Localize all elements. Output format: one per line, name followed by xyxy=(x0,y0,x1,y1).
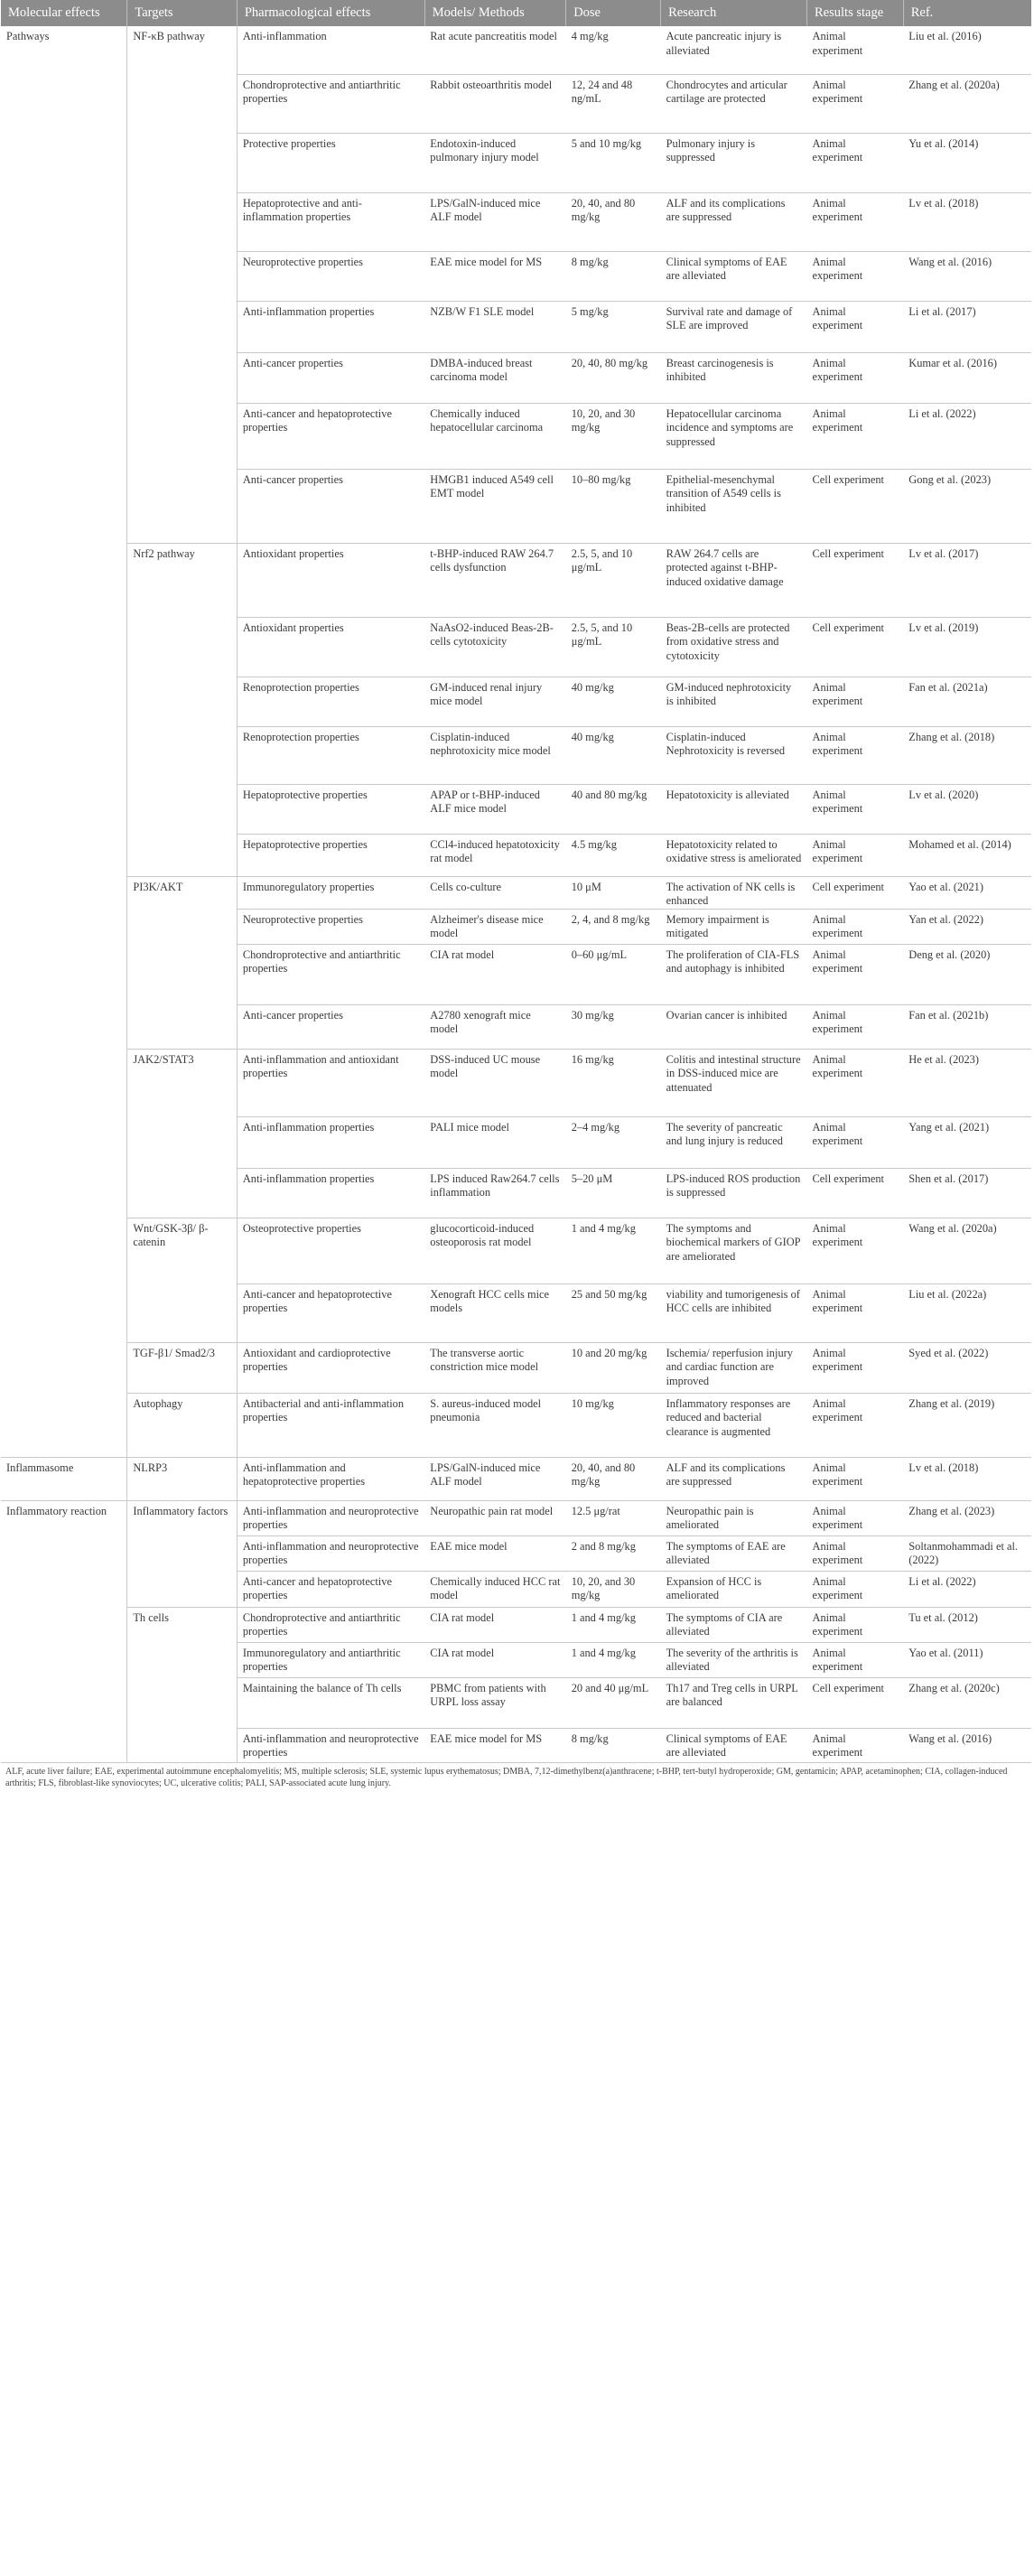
model-cell: EAE mice model xyxy=(424,1535,565,1571)
results-stage-cell: Cell experiment xyxy=(807,1677,904,1728)
reference-cell: Li et al. (2022) xyxy=(903,1571,1031,1607)
pharmacology-table xyxy=(1,0,1031,1763)
reference-cell: Liu et al. (2016) xyxy=(903,26,1031,74)
research-cell: Chondrocytes and articular cartilage are protected xyxy=(661,74,807,133)
research-cell: GM-induced nephrotoxicity is inhibited xyxy=(661,677,807,726)
target-cell: NLRP3 xyxy=(127,1457,237,1500)
results-stage-cell: Animal experiment xyxy=(807,1571,904,1607)
table-footnote: ALF, acute liver failure; EAE, experimental autoimmune encephalomyelitis; MS, multiple sclerosis; SLE, systemic lupus erythematosus; DMBA, 7,12-dimethylbenz(a)anthracene; t-BHP, tert-butyl hydroperoxide; GM, gentamicin; APAP, acetaminophen; CIA, collagen-induced arthritis; FLS, fibroblast-like synoviocytes; UC, ulcerative colitis; PALI, SAP-associated acute lung injury. xyxy=(5,1766,1008,1788)
results-stage-cell: Animal experiment xyxy=(807,909,904,944)
pharmacological-effect-cell: Neuroprotective properties xyxy=(237,909,424,944)
results-stage-cell: Animal experiment xyxy=(807,1218,904,1283)
results-stage-cell: Animal experiment xyxy=(807,352,904,403)
reference-cell: Fan et al. (2021a) xyxy=(903,677,1031,726)
dose-cell: 2, 4, and 8 mg/kg xyxy=(566,909,661,944)
results-stage-cell: Animal experiment xyxy=(807,74,904,133)
table-row xyxy=(1,1500,1031,1535)
model-cell: NaAsO2-induced Beas-2B-cells cytotoxicity xyxy=(424,617,565,677)
results-stage-cell: Animal experiment xyxy=(807,1004,904,1049)
results-stage-cell: Animal experiment xyxy=(807,1535,904,1571)
results-stage-cell: Cell experiment xyxy=(807,469,904,543)
dose-cell: 20, 40, 80 mg/kg xyxy=(566,352,661,403)
model-cell: DMBA-induced breast carcinoma model xyxy=(424,352,565,403)
reference-cell: Li et al. (2022) xyxy=(903,403,1031,469)
model-cell: LPS/GalN-induced mice ALF model xyxy=(424,1457,565,1500)
dose-cell: 2.5, 5, and 10 μg/mL xyxy=(566,543,661,617)
reference-cell: Deng et al. (2020) xyxy=(903,944,1031,1004)
model-cell: Rat acute pancreatitis model xyxy=(424,26,565,74)
dose-cell: 2.5, 5, and 10 μg/mL xyxy=(566,617,661,677)
model-cell: CIA rat model xyxy=(424,1642,565,1677)
pharmacological-effect-cell: Renoprotection properties xyxy=(237,677,424,726)
pharmacological-effect-cell: Anti-inflammation and hepatoprotective properties xyxy=(237,1457,424,1500)
model-cell: LPS induced Raw264.7 cells inflammation xyxy=(424,1168,565,1218)
pharmacological-effect-cell: Anti-inflammation xyxy=(237,26,424,74)
results-stage-cell: Animal experiment xyxy=(807,403,904,469)
pharmacological-effect-cell: Anti-cancer and hepatoprotective properties xyxy=(237,1283,424,1342)
model-cell: Rabbit osteoarthritis model xyxy=(424,74,565,133)
dose-cell: 5–20 μM xyxy=(566,1168,661,1218)
reference-cell: Gong et al. (2023) xyxy=(903,469,1031,543)
research-cell: The activation of NK cells is enhanced xyxy=(661,876,807,909)
research-cell: Th17 and Treg cells in URPL are balanced xyxy=(661,1677,807,1728)
reference-cell: Shen et al. (2017) xyxy=(903,1168,1031,1218)
model-cell: Chemically induced HCC rat model xyxy=(424,1571,565,1607)
model-cell: LPS/GalN-induced mice ALF model xyxy=(424,192,565,251)
reference-cell: Syed et al. (2022) xyxy=(903,1342,1031,1393)
research-cell: Cisplatin-induced Nephrotoxicity is reversed xyxy=(661,726,807,784)
table-row xyxy=(1,1393,1031,1457)
dose-cell: 1 and 4 mg/kg xyxy=(566,1642,661,1677)
dose-cell: 10 μM xyxy=(566,876,661,909)
pharmacological-effect-cell: Anti-inflammation properties xyxy=(237,301,424,352)
reference-cell: Yao et al. (2011) xyxy=(903,1642,1031,1677)
pharmacological-effect-cell: Anti-inflammation and neuroprotective properties xyxy=(237,1500,424,1535)
results-stage-cell: Animal experiment xyxy=(807,1457,904,1500)
model-cell: NZB/W F1 SLE model xyxy=(424,301,565,352)
dose-cell: 20, 40, and 80 mg/kg xyxy=(566,192,661,251)
header-research: Research xyxy=(661,0,807,26)
model-cell: Xenograft HCC cells mice models xyxy=(424,1283,565,1342)
model-cell: CIA rat model xyxy=(424,1607,565,1642)
reference-cell: Yao et al. (2021) xyxy=(903,876,1031,909)
model-cell: PBMC from patients with URPL loss assay xyxy=(424,1677,565,1728)
reference-cell: Wang et al. (2020a) xyxy=(903,1218,1031,1283)
model-cell: Endotoxin-induced pulmonary injury model xyxy=(424,133,565,192)
pharmacological-effect-cell: Hepatoprotective properties xyxy=(237,834,424,876)
research-cell: Beas-2B-cells are protected from oxidative stress and cytotoxicity xyxy=(661,617,807,677)
research-cell: Epithelial-mesenchymal transition of A549 cells is inhibited xyxy=(661,469,807,543)
results-stage-cell: Animal experiment xyxy=(807,1283,904,1342)
dose-cell: 8 mg/kg xyxy=(566,1728,661,1762)
reference-cell: Lv et al. (2019) xyxy=(903,617,1031,677)
pharmacological-effect-cell: Chondroprotective and antiarthritic properties xyxy=(237,944,424,1004)
model-cell: EAE mice model for MS xyxy=(424,251,565,301)
model-cell: t-BHP-induced RAW 264.7 cells dysfunction xyxy=(424,543,565,617)
research-cell: The proliferation of CIA-FLS and autophagy is inhibited xyxy=(661,944,807,1004)
reference-cell: Tu et al. (2012) xyxy=(903,1607,1031,1642)
reference-cell: Yan et al. (2022) xyxy=(903,909,1031,944)
research-cell: Pulmonary injury is suppressed xyxy=(661,133,807,192)
research-cell: Neuropathic pain is ameliorated xyxy=(661,1500,807,1535)
molecular-effect-cell: Inflammasome xyxy=(1,1457,127,1500)
table-row xyxy=(1,876,1031,909)
header-dose: Dose xyxy=(566,0,661,26)
pharmacological-effect-cell: Anti-inflammation and neuroprotective properties xyxy=(237,1728,424,1762)
results-stage-cell: Animal experiment xyxy=(807,1342,904,1393)
pharmacological-effect-cell: Anti-inflammation and antioxidant properties xyxy=(237,1049,424,1116)
model-cell: Alzheimer's disease mice model xyxy=(424,909,565,944)
dose-cell: 1 and 4 mg/kg xyxy=(566,1218,661,1283)
header-molecular-effects: Molecular effects xyxy=(1,0,127,26)
target-cell: JAK2/STAT3 xyxy=(127,1049,237,1218)
model-cell: GM-induced renal injury mice model xyxy=(424,677,565,726)
dose-cell: 2–4 mg/kg xyxy=(566,1116,661,1168)
pharmacological-effect-cell: Immunoregulatory and antiarthritic properties xyxy=(237,1642,424,1677)
pharmacological-effect-cell: Anti-cancer properties xyxy=(237,352,424,403)
dose-cell: 12, 24 and 48 ng/mL xyxy=(566,74,661,133)
model-cell: HMGB1 induced A549 cell EMT model xyxy=(424,469,565,543)
dose-cell: 40 mg/kg xyxy=(566,726,661,784)
research-cell: Inflammatory responses are reduced and bacterial clearance is augmented xyxy=(661,1393,807,1457)
model-cell: APAP or t-BHP-induced ALF mice model xyxy=(424,784,565,834)
table-header xyxy=(1,0,1031,26)
reference-cell: Soltanmohammadi et al. (2022) xyxy=(903,1535,1031,1571)
results-stage-cell: Animal experiment xyxy=(807,834,904,876)
research-cell: ALF and its complications are suppressed xyxy=(661,192,807,251)
target-cell: Th cells xyxy=(127,1607,237,1762)
pharmacological-effect-cell: Antioxidant properties xyxy=(237,617,424,677)
target-cell: Nrf2 pathway xyxy=(127,543,237,876)
reference-cell: Mohamed et al. (2014) xyxy=(903,834,1031,876)
header-targets: Targets xyxy=(127,0,237,26)
pharmacological-effect-cell: Maintaining the balance of Th cells xyxy=(237,1677,424,1728)
research-cell: Hepatotoxicity related to oxidative stress is ameliorated xyxy=(661,834,807,876)
research-cell: Hepatotoxicity is alleviated xyxy=(661,784,807,834)
research-cell: Ischemia/ reperfusion injury and cardiac function are improved xyxy=(661,1342,807,1393)
model-cell: Chemically induced hepatocellular carcinoma xyxy=(424,403,565,469)
reference-cell: Lv et al. (2020) xyxy=(903,784,1031,834)
table-row xyxy=(1,1457,1031,1500)
research-cell: viability and tumorigenesis of HCC cells are inhibited xyxy=(661,1283,807,1342)
research-cell: Acute pancreatic injury is alleviated xyxy=(661,26,807,74)
pharmacological-effect-cell: Osteoprotective properties xyxy=(237,1218,424,1283)
reference-cell: Fan et al. (2021b) xyxy=(903,1004,1031,1049)
results-stage-cell: Animal experiment xyxy=(807,677,904,726)
target-cell: NF-κB pathway xyxy=(127,26,237,543)
results-stage-cell: Animal experiment xyxy=(807,192,904,251)
pharmacological-effect-cell: Anti-inflammation and neuroprotective properties xyxy=(237,1535,424,1571)
molecular-effect-cell: Pathways xyxy=(1,26,127,1457)
reference-cell: Kumar et al. (2016) xyxy=(903,352,1031,403)
research-cell: Clinical symptoms of EAE are alleviated xyxy=(661,1728,807,1762)
target-cell: PI3K/AKT xyxy=(127,876,237,1049)
reference-cell: Li et al. (2017) xyxy=(903,301,1031,352)
dose-cell: 25 and 50 mg/kg xyxy=(566,1283,661,1342)
pharmacological-effect-cell: Antioxidant properties xyxy=(237,543,424,617)
research-cell: Memory impairment is mitigated xyxy=(661,909,807,944)
reference-cell: Zhang et al. (2018) xyxy=(903,726,1031,784)
model-cell: A2780 xenograft mice model xyxy=(424,1004,565,1049)
results-stage-cell: Animal experiment xyxy=(807,1500,904,1535)
pharmacological-effect-cell: Renoprotection properties xyxy=(237,726,424,784)
research-cell: RAW 264.7 cells are protected against t-BHP-induced oxidative damage xyxy=(661,543,807,617)
pharmacological-effect-cell: Antibacterial and anti-inflammation properties xyxy=(237,1393,424,1457)
molecular-effect-cell: Inflammatory reaction xyxy=(1,1500,127,1762)
model-cell: glucocorticoid-induced osteoporosis rat model xyxy=(424,1218,565,1283)
research-cell: Expansion of HCC is ameliorated xyxy=(661,1571,807,1607)
dose-cell: 2 and 8 mg/kg xyxy=(566,1535,661,1571)
research-cell: LPS-induced ROS production is suppressed xyxy=(661,1168,807,1218)
pharmacological-effect-cell: Hepatoprotective properties xyxy=(237,784,424,834)
results-stage-cell: Animal experiment xyxy=(807,301,904,352)
dose-cell: 10, 20, and 30 mg/kg xyxy=(566,1571,661,1607)
results-stage-cell: Animal experiment xyxy=(807,26,904,74)
results-stage-cell: Cell experiment xyxy=(807,617,904,677)
reference-cell: Yang et al. (2021) xyxy=(903,1116,1031,1168)
pharmacological-effect-cell: Anti-inflammation properties xyxy=(237,1168,424,1218)
reference-cell: Zhang et al. (2019) xyxy=(903,1393,1031,1457)
model-cell: CCl4-induced hepatotoxicity rat model xyxy=(424,834,565,876)
model-cell: CIA rat model xyxy=(424,944,565,1004)
pharmacological-effect-cell: Anti-cancer and hepatoprotective properties xyxy=(237,1571,424,1607)
results-stage-cell: Animal experiment xyxy=(807,944,904,1004)
reference-cell: Lv et al. (2018) xyxy=(903,1457,1031,1500)
pharmacological-effect-cell: Hepatoprotective and anti-inflammation properties xyxy=(237,192,424,251)
research-cell: Clinical symptoms of EAE are alleviated xyxy=(661,251,807,301)
dose-cell: 10–80 mg/kg xyxy=(566,469,661,543)
model-cell: Cells co-culture xyxy=(424,876,565,909)
dose-cell: 12.5 μg/rat xyxy=(566,1500,661,1535)
research-cell: Ovarian cancer is inhibited xyxy=(661,1004,807,1049)
results-stage-cell: Animal experiment xyxy=(807,251,904,301)
dose-cell: 8 mg/kg xyxy=(566,251,661,301)
results-stage-cell: Animal experiment xyxy=(807,133,904,192)
reference-cell: He et al. (2023) xyxy=(903,1049,1031,1116)
results-stage-cell: Animal experiment xyxy=(807,784,904,834)
header-results-stage: Results stage xyxy=(807,0,904,26)
dose-cell: 10 mg/kg xyxy=(566,1393,661,1457)
reference-cell: Wang et al. (2016) xyxy=(903,1728,1031,1762)
reference-cell: Zhang et al. (2020c) xyxy=(903,1677,1031,1728)
model-cell: Neuropathic pain rat model xyxy=(424,1500,565,1535)
reference-cell: Lv et al. (2017) xyxy=(903,543,1031,617)
header-row xyxy=(1,0,1031,26)
dose-cell: 20 and 40 μg/mL xyxy=(566,1677,661,1728)
table-row xyxy=(1,1342,1031,1393)
table-row xyxy=(1,1218,1031,1283)
dose-cell: 0–60 μg/mL xyxy=(566,944,661,1004)
reference-cell: Zhang et al. (2020a) xyxy=(903,74,1031,133)
dose-cell: 20, 40, and 80 mg/kg xyxy=(566,1457,661,1500)
dose-cell: 4 mg/kg xyxy=(566,26,661,74)
results-stage-cell: Animal experiment xyxy=(807,1607,904,1642)
results-stage-cell: Cell experiment xyxy=(807,876,904,909)
results-stage-cell: Animal experiment xyxy=(807,726,904,784)
research-cell: The severity of pancreatic and lung injury is reduced xyxy=(661,1116,807,1168)
model-cell: S. aureus-induced model pneumonia xyxy=(424,1393,565,1457)
dose-cell: 40 mg/kg xyxy=(566,677,661,726)
research-cell: Hepatocellular carcinoma incidence and symptoms are suppressed xyxy=(661,403,807,469)
model-cell: DSS-induced UC mouse model xyxy=(424,1049,565,1116)
research-cell: ALF and its complications are suppressed xyxy=(661,1457,807,1500)
results-stage-cell: Cell experiment xyxy=(807,1168,904,1218)
header-ref: Ref. xyxy=(903,0,1031,26)
pharmacological-effect-cell: Anti-cancer properties xyxy=(237,469,424,543)
target-cell: Wnt/GSK-3β/ β-catenin xyxy=(127,1218,237,1342)
dose-cell: 4.5 mg/kg xyxy=(566,834,661,876)
reference-cell: Liu et al. (2022a) xyxy=(903,1283,1031,1342)
dose-cell: 40 and 80 mg/kg xyxy=(566,784,661,834)
pharmacological-effect-cell: Neuroprotective properties xyxy=(237,251,424,301)
results-stage-cell: Cell experiment xyxy=(807,543,904,617)
target-cell: Autophagy xyxy=(127,1393,237,1457)
dose-cell: 30 mg/kg xyxy=(566,1004,661,1049)
dose-cell: 1 and 4 mg/kg xyxy=(566,1607,661,1642)
header-pharmacological-effects: Pharmacological effects xyxy=(237,0,424,26)
pharmacological-effect-cell: Protective properties xyxy=(237,133,424,192)
research-cell: The symptoms of CIA are alleviated xyxy=(661,1607,807,1642)
reference-cell: Yu et al. (2014) xyxy=(903,133,1031,192)
table-row xyxy=(1,1049,1031,1116)
dose-cell: 5 mg/kg xyxy=(566,301,661,352)
research-cell: Breast carcinogenesis is inhibited xyxy=(661,352,807,403)
model-cell: EAE mice model for MS xyxy=(424,1728,565,1762)
results-stage-cell: Animal experiment xyxy=(807,1049,904,1116)
model-cell: Cisplatin-induced nephrotoxicity mice model xyxy=(424,726,565,784)
pharmacological-effect-cell: Chondroprotective and antiarthritic properties xyxy=(237,74,424,133)
pharmacological-effect-cell: Anti-cancer and hepatoprotective properties xyxy=(237,403,424,469)
model-cell: PALI mice model xyxy=(424,1116,565,1168)
dose-cell: 5 and 10 mg/kg xyxy=(566,133,661,192)
research-cell: The symptoms of EAE are alleviated xyxy=(661,1535,807,1571)
target-cell: TGF-β1/ Smad2/3 xyxy=(127,1342,237,1393)
pharmacological-effect-cell: Immunoregulatory properties xyxy=(237,876,424,909)
reference-cell: Wang et al. (2016) xyxy=(903,251,1031,301)
table-body xyxy=(1,26,1031,1762)
research-cell: The severity of the arthritis is alleviated xyxy=(661,1642,807,1677)
header-models-methods: Models/ Methods xyxy=(424,0,565,26)
results-stage-cell: Animal experiment xyxy=(807,1393,904,1457)
pharmacological-effect-cell: Anti-cancer properties xyxy=(237,1004,424,1049)
results-stage-cell: Animal experiment xyxy=(807,1116,904,1168)
results-stage-cell: Animal experiment xyxy=(807,1728,904,1762)
research-cell: The symptoms and biochemical markers of GIOP are ameliorated xyxy=(661,1218,807,1283)
pharmacological-effect-cell: Anti-inflammation properties xyxy=(237,1116,424,1168)
table-row xyxy=(1,26,1031,74)
pharmacological-effect-cell: Antioxidant and cardioprotective properties xyxy=(237,1342,424,1393)
reference-cell: Zhang et al. (2023) xyxy=(903,1500,1031,1535)
table-row xyxy=(1,1607,1031,1642)
dose-cell: 16 mg/kg xyxy=(566,1049,661,1116)
model-cell: The transverse aortic constriction mice model xyxy=(424,1342,565,1393)
results-stage-cell: Animal experiment xyxy=(807,1642,904,1677)
dose-cell: 10 and 20 mg/kg xyxy=(566,1342,661,1393)
reference-cell: Lv et al. (2018) xyxy=(903,192,1031,251)
research-cell: Survival rate and damage of SLE are improved xyxy=(661,301,807,352)
research-cell: Colitis and intestinal structure in DSS-induced mice are attenuated xyxy=(661,1049,807,1116)
dose-cell: 10, 20, and 30 mg/kg xyxy=(566,403,661,469)
pharmacological-effect-cell: Chondroprotective and antiarthritic properties xyxy=(237,1607,424,1642)
table-row xyxy=(1,543,1031,617)
target-cell: Inflammatory factors xyxy=(127,1500,237,1607)
